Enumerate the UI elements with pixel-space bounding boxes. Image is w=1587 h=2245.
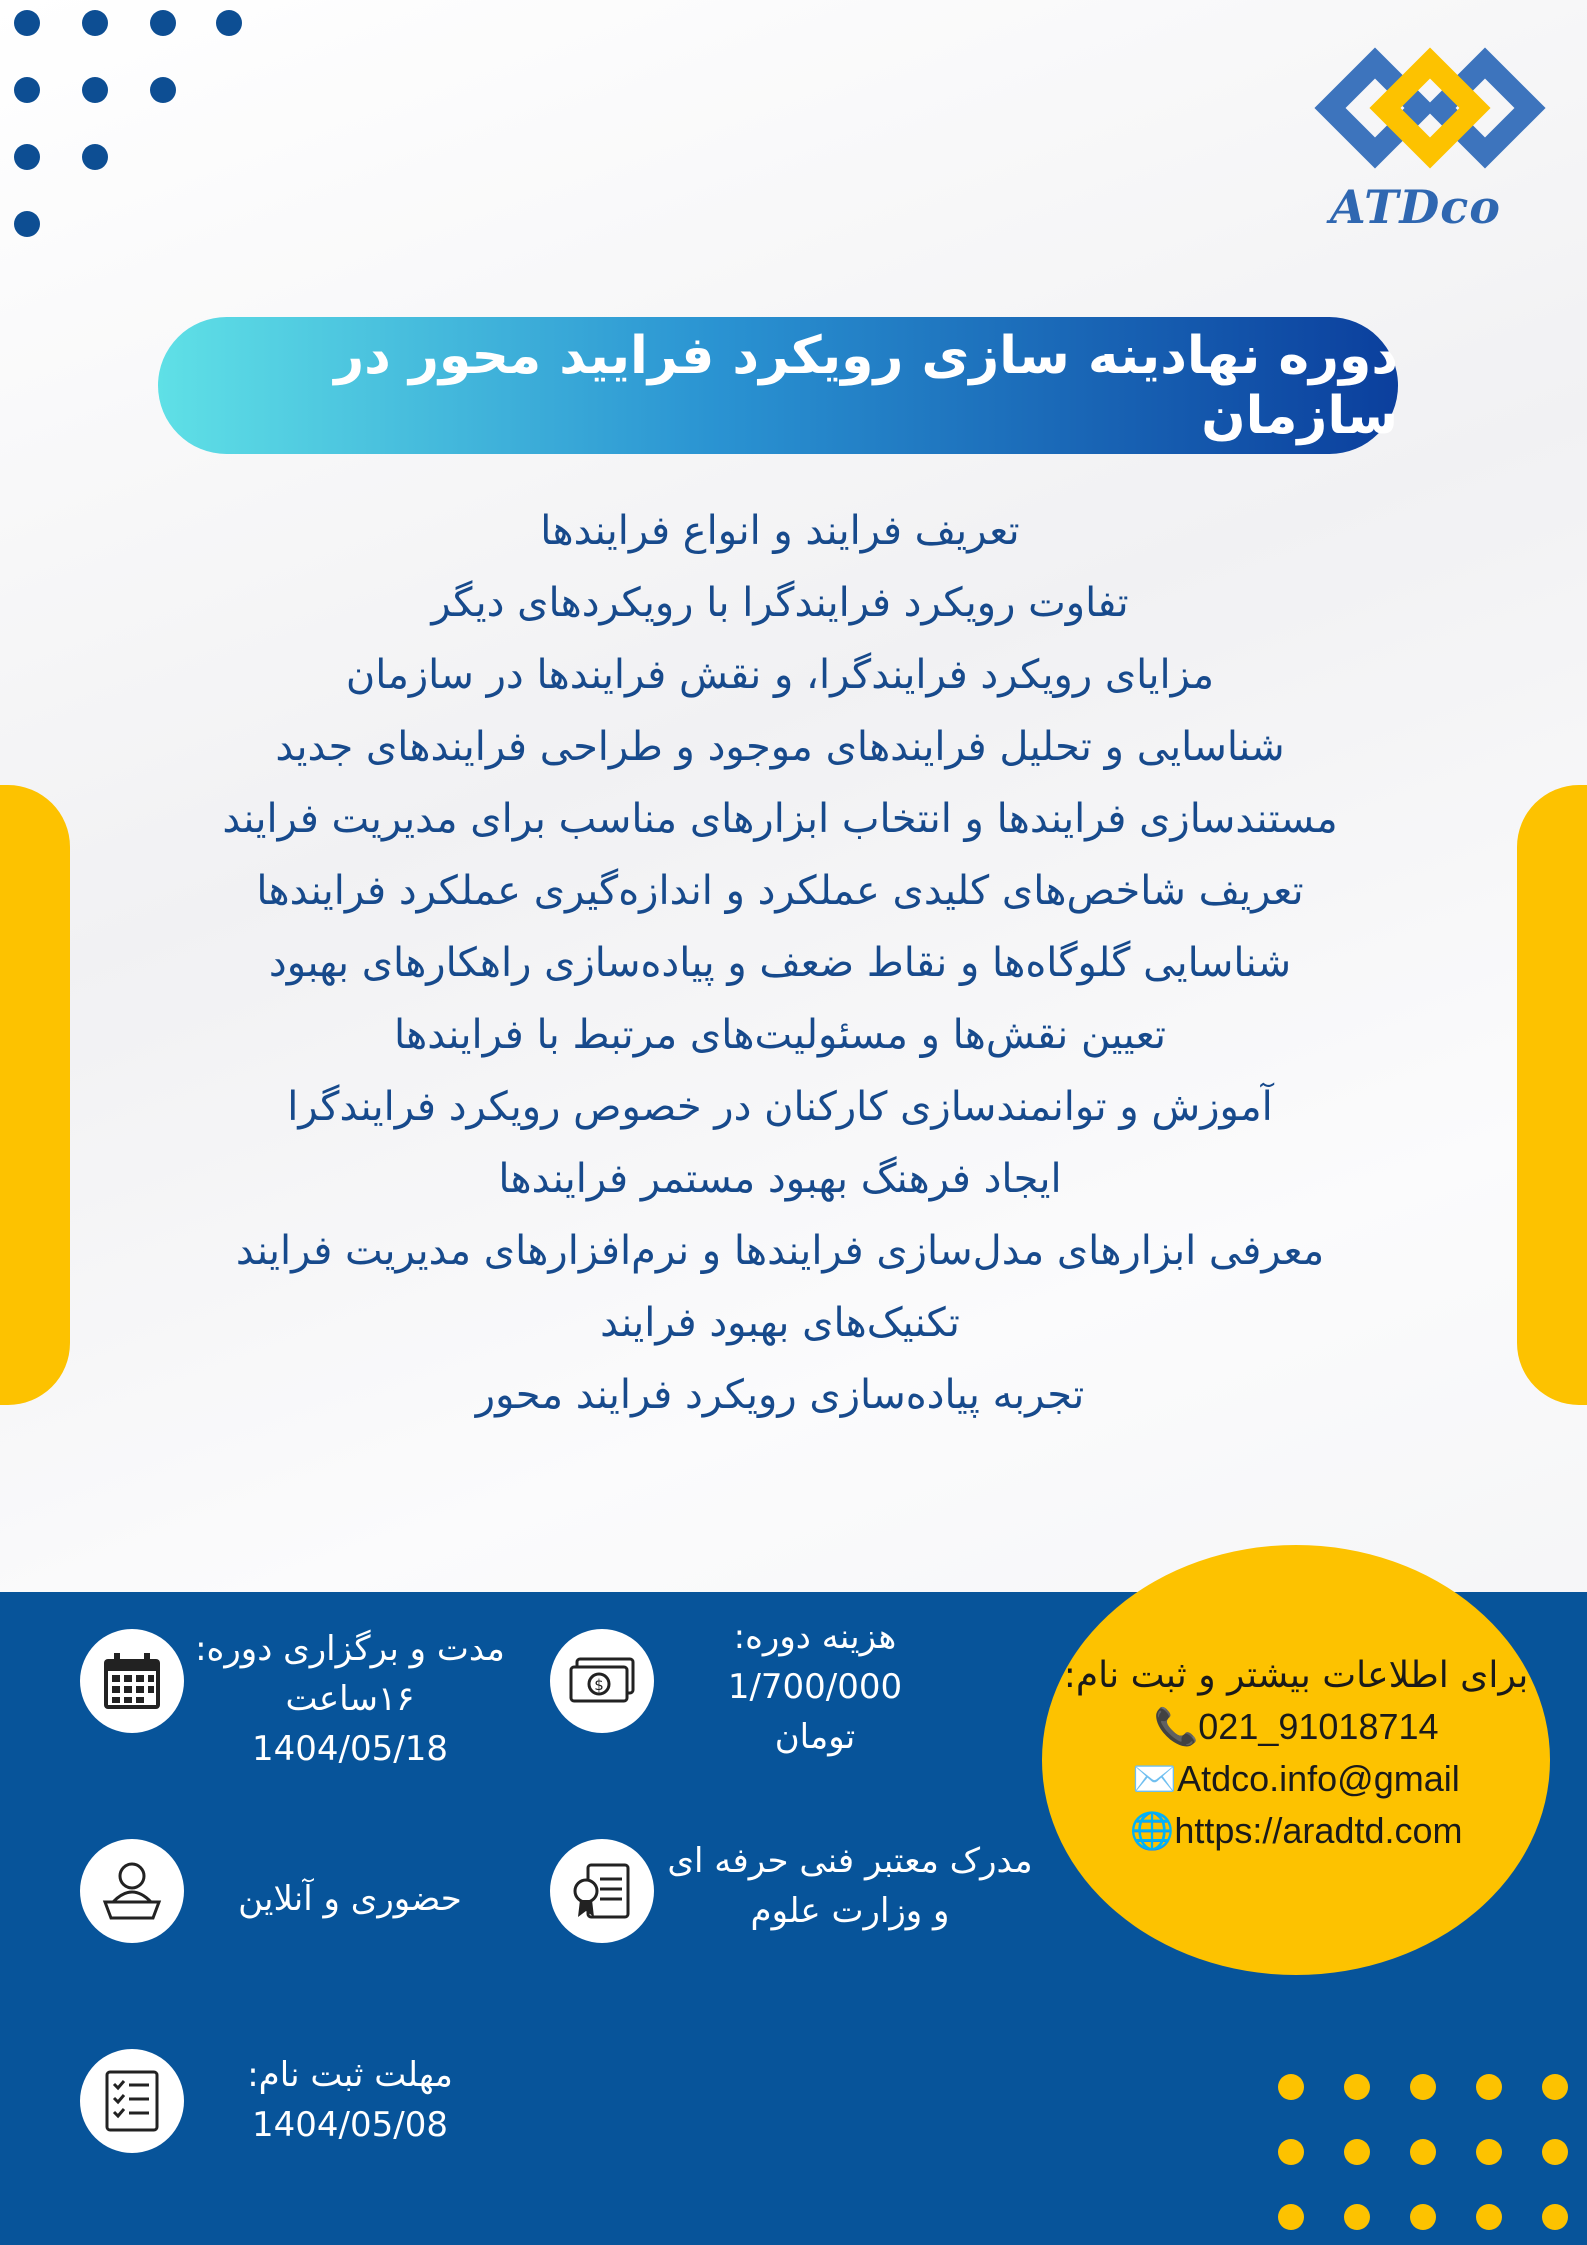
email-icon: ✉️ <box>1132 1758 1178 1799</box>
dot <box>216 10 242 36</box>
dot <box>82 10 108 36</box>
list-item: شناسایی و تحلیل فرایندهای موجود و طراحی فرایندهای جدید <box>275 724 1285 770</box>
dot <box>150 77 176 103</box>
dot <box>14 10 40 36</box>
list-item: تعیین نقش‌ها و مسئولیت‌های مرتبط با فرایندها <box>393 1012 1166 1058</box>
mode-block <box>210 1874 490 1924</box>
dot <box>14 144 40 170</box>
phone-icon: 📞 <box>1153 1706 1199 1747</box>
dot <box>1542 2074 1568 2100</box>
phone-line[interactable] <box>1042 1706 1550 1748</box>
schedule-block <box>190 1624 510 1774</box>
page-title: دوره نهادینه سازی رویکرد فرایید محور در سازمان <box>334 325 1398 446</box>
list-item: تکنیک‌های بهبود فرایند <box>600 1300 960 1346</box>
schedule-label: مدت و برگزاری دوره: <box>195 1629 505 1669</box>
logo-text: ATDco <box>1330 180 1501 234</box>
dot <box>1278 2204 1304 2230</box>
schedule-date: 1404/05/18 <box>252 1729 448 1769</box>
deadline-label: مهلت ثبت نام: <box>247 2055 453 2095</box>
email-address: Atdco.info@gmail <box>1177 1758 1460 1799</box>
certificate-line2: و وزارت علوم <box>750 1891 950 1931</box>
certificate-line1: مدرک معتبر فنی حرفه ای <box>667 1841 1033 1881</box>
dot <box>1410 2139 1436 2165</box>
list-item: تعریف فرایند و انواع فرایندها <box>540 508 1020 554</box>
money-icon <box>550 1629 654 1733</box>
dot <box>1476 2204 1502 2230</box>
dot <box>14 211 40 237</box>
dot <box>1542 2139 1568 2165</box>
left-side-pill <box>0 785 70 1405</box>
fee-currency: تومان <box>774 1717 856 1757</box>
checklist-icon <box>80 2049 184 2153</box>
dot <box>150 10 176 36</box>
contact-heading: برای اطلاعات بیشتر و ثبت نام: <box>1063 1655 1529 1696</box>
website-url: https://aradtd.com <box>1174 1810 1463 1851</box>
fee-amount: 1/700/000 <box>727 1667 903 1707</box>
dot <box>1278 2139 1304 2165</box>
list-item: تجربه پیاده‌سازی رویکرد فرایند محور <box>475 1372 1085 1418</box>
schedule-duration: ۱۶ساعت <box>285 1679 415 1719</box>
website-link[interactable] <box>1042 1810 1550 1852</box>
dot <box>1542 2204 1568 2230</box>
dot <box>1410 2074 1436 2100</box>
svg-text:$: $ <box>594 1676 604 1694</box>
fee-label: هزینه دوره: <box>733 1617 897 1657</box>
dot <box>1476 2139 1502 2165</box>
dot <box>1344 2139 1370 2165</box>
list-item: مستندسازی فرایندها و انتخاب ابزارهای مناسب برای مدیریت فرایند <box>222 796 1338 842</box>
dot <box>1410 2204 1436 2230</box>
dot <box>1344 2074 1370 2100</box>
topic-list <box>110 495 1450 1431</box>
certificate-icon <box>550 1839 654 1943</box>
phone-number: 021_91018714 <box>1198 1706 1439 1747</box>
title-banner <box>158 317 1398 454</box>
list-item: ایجاد فرهنگ بهبود مستمر فرایندها <box>498 1156 1062 1202</box>
calendar-icon <box>80 1629 184 1733</box>
right-side-pill <box>1517 785 1587 1405</box>
list-item: تعریف شاخص‌های کلیدی عملکرد و اندازه‌گیری عملکرد فرایندها <box>256 868 1304 914</box>
list-item: مزایای رویکرد فرایندگرا، و نقش فرایندها در سازمان <box>345 652 1215 698</box>
list-item: تفاوت رویکرد فرایندگرا با رویکردهای دیگر <box>431 580 1129 626</box>
list-item: شناسایی گلوگاه‌ها و نقاط ضعف و پیاده‌سازی راهکارهای بهبود <box>268 940 1292 986</box>
dot <box>1476 2074 1502 2100</box>
fee-block <box>690 1612 940 1762</box>
globe-icon: 🌐 <box>1129 1810 1175 1851</box>
dot <box>82 77 108 103</box>
dot <box>1278 2074 1304 2100</box>
list-item: آموزش و توانمندسازی کارکنان در خصوص رویکرد فرایندگرا <box>287 1084 1273 1130</box>
mode-text: حضوری و آنلاین <box>238 1879 462 1919</box>
deadline-block <box>210 2050 490 2150</box>
certificate-block <box>655 1836 1045 1936</box>
dot <box>1344 2204 1370 2230</box>
deadline-date: 1404/05/08 <box>252 2105 448 2145</box>
dot <box>82 144 108 170</box>
email-line[interactable] <box>1042 1758 1550 1800</box>
dot <box>14 77 40 103</box>
contact-circle <box>1042 1545 1550 1975</box>
list-item: معرفی ابزارهای مدل‌سازی فرایندها و نرم‌افزارهای مدیریت فرایند <box>235 1228 1325 1274</box>
online-user-icon <box>80 1839 184 1943</box>
